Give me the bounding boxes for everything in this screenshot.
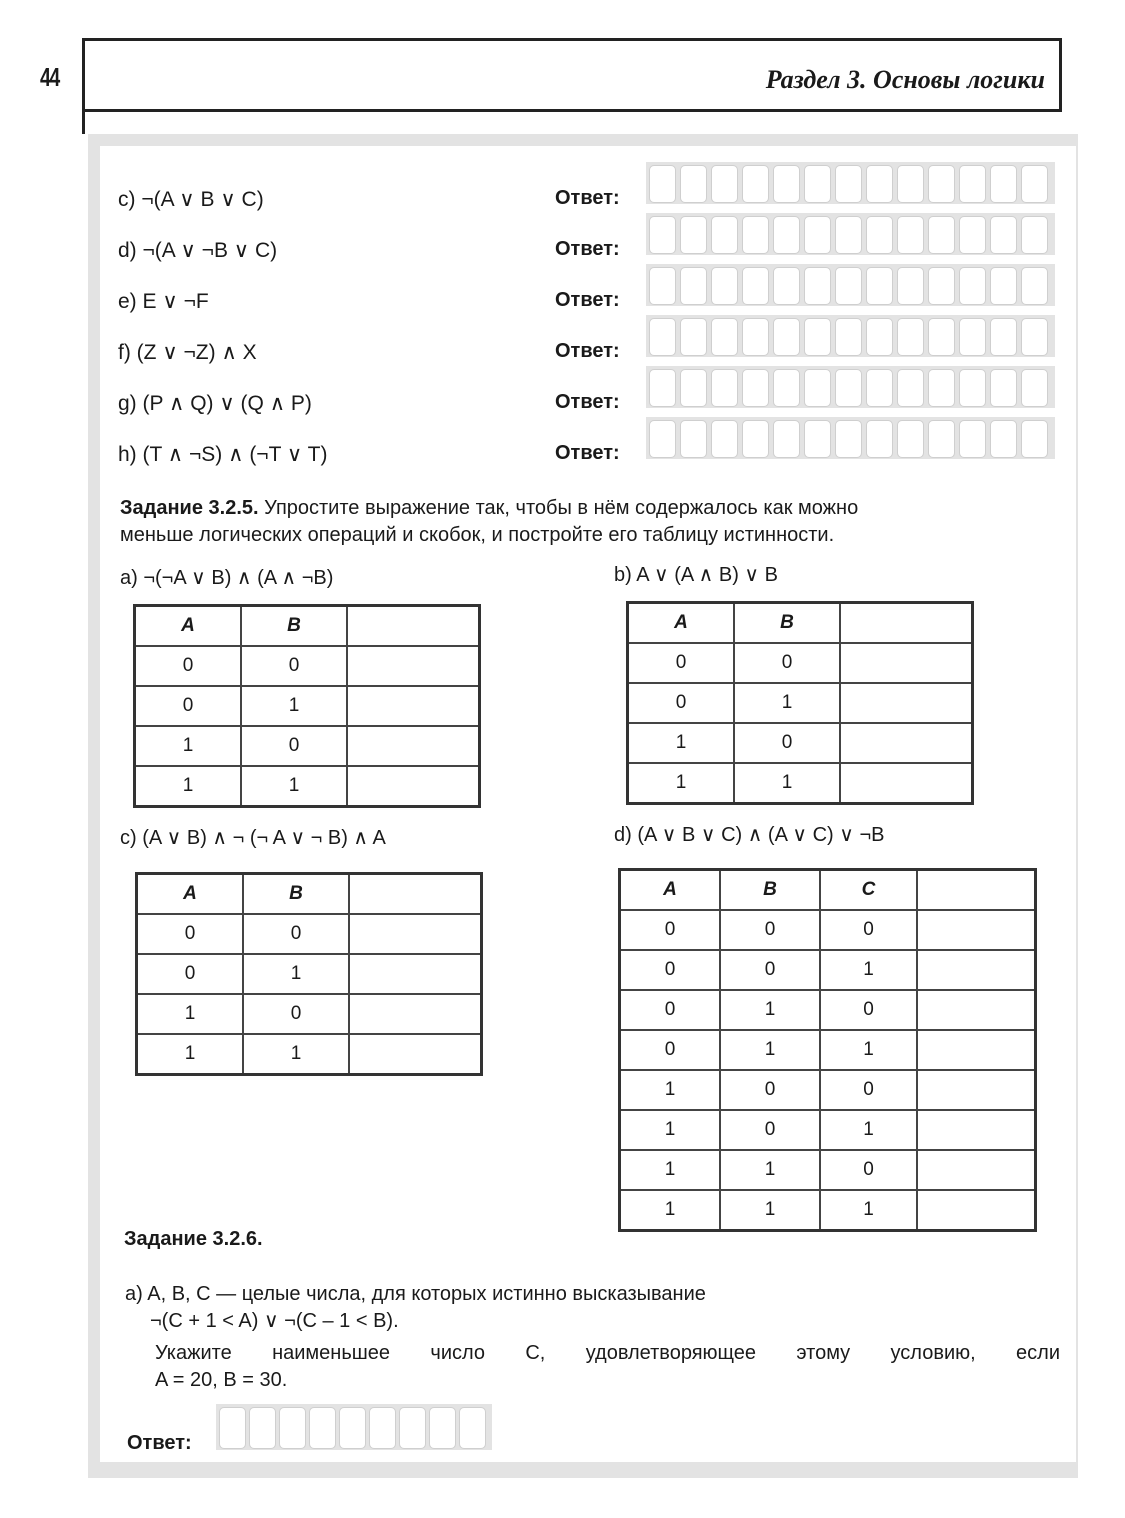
result-cell[interactable] (917, 950, 1036, 990)
task-326-title: Задание 3.2.6. (124, 1228, 263, 1250)
result-cell[interactable] (917, 910, 1036, 950)
truth-table-b: A B 0 0 0 1 1 0 1 1 (626, 601, 974, 805)
answer-label-h: Ответ: (555, 442, 620, 464)
result-cell[interactable] (347, 726, 480, 766)
result-cell[interactable] (917, 1190, 1036, 1231)
result-cell[interactable] (917, 1110, 1036, 1150)
answer-label-d: Ответ: (555, 238, 620, 260)
result-cell[interactable] (347, 646, 480, 686)
answer-input-c[interactable] (646, 162, 1055, 204)
truth-table-d: A B C 0 0 0 0 0 1 0 1 0 0 1 1 1 0 0 1 0 1 1 1 0 1 1 1 (618, 868, 1037, 1232)
answer-label-g: Ответ: (555, 391, 620, 413)
task-326-line3: Укажите наименьшее число C, удовлетворяющее этому условию, если (155, 1342, 1060, 1364)
result-cell[interactable] (349, 914, 482, 954)
task-326-line2: ¬(C + 1 < A) ∨ ¬(C – 1 < B). (150, 1310, 399, 1332)
task-325-text: Задание 3.2.5. Упростите выражение так, чтобы в нём содержалось как можно меньше логических операций и скобок, и постройте его таблицу истинности. (120, 497, 859, 546)
result-cell[interactable] (349, 954, 482, 994)
answer-input-d[interactable] (646, 213, 1055, 255)
answer-label-f: Ответ: (555, 340, 620, 362)
task-326-answer-label: Ответ: (127, 1432, 192, 1454)
result-cell[interactable] (349, 1034, 482, 1075)
expression-c: c) ¬(A ∨ B ∨ C) (118, 188, 264, 211)
truth-table-c: A B 0 0 0 1 1 0 1 1 (135, 872, 483, 1076)
subtask-d-label: d) (A ∨ B ∨ C) ∧ (A ∨ C) ∨ ¬B (614, 824, 885, 846)
subtask-c-label: c) (A ∨ B) ∧ ¬ (¬ A ∨ ¬ B) ∧ A (120, 827, 386, 849)
header-divider (82, 112, 85, 134)
result-cell[interactable] (840, 643, 973, 683)
subtask-a-label: a) ¬(¬A ∨ B) ∧ (A ∧ ¬B) (120, 567, 334, 589)
expression-e: e) E ∨ ¬F (118, 290, 209, 313)
task-325-title: Задание 3.2.5. (120, 497, 259, 519)
answer-input-g[interactable] (646, 366, 1055, 408)
result-cell[interactable] (840, 723, 973, 763)
section-title: Раздел 3. Основы логики (765, 65, 1045, 94)
task-326-line1: a) A, B, C — целые числа, для которых истинно высказывание (125, 1283, 706, 1305)
truth-table-a: A B 0 0 0 1 1 0 1 1 (133, 604, 481, 808)
result-cell[interactable] (917, 1150, 1036, 1190)
result-cell[interactable] (347, 686, 480, 726)
result-cell[interactable] (840, 763, 973, 804)
expression-d: d) ¬(A ∨ ¬B ∨ C) (118, 239, 278, 262)
answer-input-f[interactable] (646, 315, 1055, 357)
task-326-answer-input[interactable] (216, 1404, 492, 1450)
answer-label-c: Ответ: (555, 187, 620, 209)
task-326-line4: A = 20, B = 30. (155, 1369, 288, 1391)
expression-g: g) (P ∧ Q) ∨ (Q ∧ P) (118, 392, 312, 415)
answer-label-e: Ответ: (555, 289, 620, 311)
result-cell[interactable] (349, 994, 482, 1034)
expression-f: f) (Z ∨ ¬Z) ∧ X (118, 341, 257, 364)
result-cell[interactable] (917, 1070, 1036, 1110)
answer-input-e[interactable] (646, 264, 1055, 306)
page-number: 44 (40, 62, 59, 92)
result-cell[interactable] (917, 990, 1036, 1030)
expression-h: h) (T ∧ ¬S) ∧ (¬T ∨ T) (118, 443, 328, 466)
answer-input-h[interactable] (646, 417, 1055, 459)
result-cell[interactable] (917, 1030, 1036, 1070)
section-header (82, 38, 1062, 112)
result-cell[interactable] (347, 766, 480, 807)
result-cell[interactable] (840, 683, 973, 723)
subtask-b-label: b) A ∨ (A ∧ B) ∨ B (614, 564, 778, 586)
